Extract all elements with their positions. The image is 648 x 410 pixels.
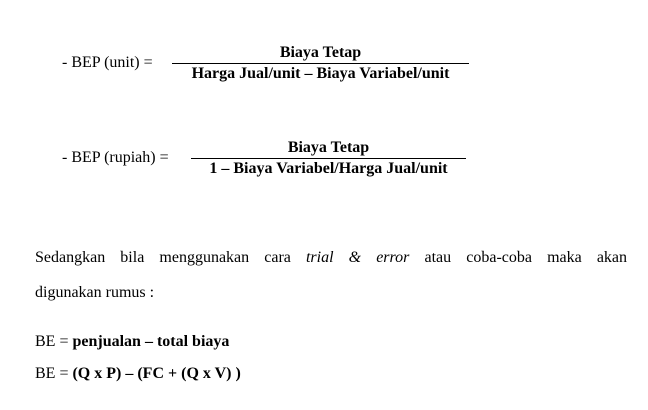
paragraph-line-1: [35, 240, 627, 275]
bep-unit-label: - BEP (unit) =: [62, 54, 153, 71]
equation-lhs: BE =: [35, 333, 73, 350]
equation-rhs: penjualan – total biaya: [72, 333, 230, 350]
fraction-bar: [191, 158, 466, 159]
bep-rupiah-label: - BEP (rupiah) =: [62, 149, 169, 166]
bep-unit-fraction: [172, 44, 469, 83]
bep-rupiah-numerator: Biaya Tetap: [287, 139, 370, 156]
bep-rupiah-fraction: [191, 139, 466, 178]
fraction-bar: [172, 63, 469, 64]
explanation-paragraph: [35, 240, 627, 310]
paragraph-ampersand: &: [333, 249, 377, 266]
bep-unit-denominator: Harga Jual/unit – Biaya Variabel/unit: [191, 65, 450, 82]
paragraph-text: atau coba-coba maka akan: [409, 249, 628, 266]
bep-unit-numerator: Biaya Tetap: [279, 44, 362, 61]
equation-lhs: BE =: [35, 365, 73, 382]
be-equation-1: [35, 333, 229, 351]
paragraph-text: Sedangkan bila menggunakan cara: [35, 249, 306, 266]
be-equation-2: [35, 365, 241, 383]
bep-rupiah-denominator: 1 – Biaya Variabel/Harga Jual/unit: [209, 160, 448, 177]
paragraph-emphasis-error: error: [376, 249, 410, 266]
paragraph-emphasis-trial: trial: [305, 249, 334, 266]
equation-rhs: (Q x P) – (FC + (Q x V) ): [72, 365, 241, 382]
paragraph-line-2: digunakan rumus :: [35, 284, 155, 301]
